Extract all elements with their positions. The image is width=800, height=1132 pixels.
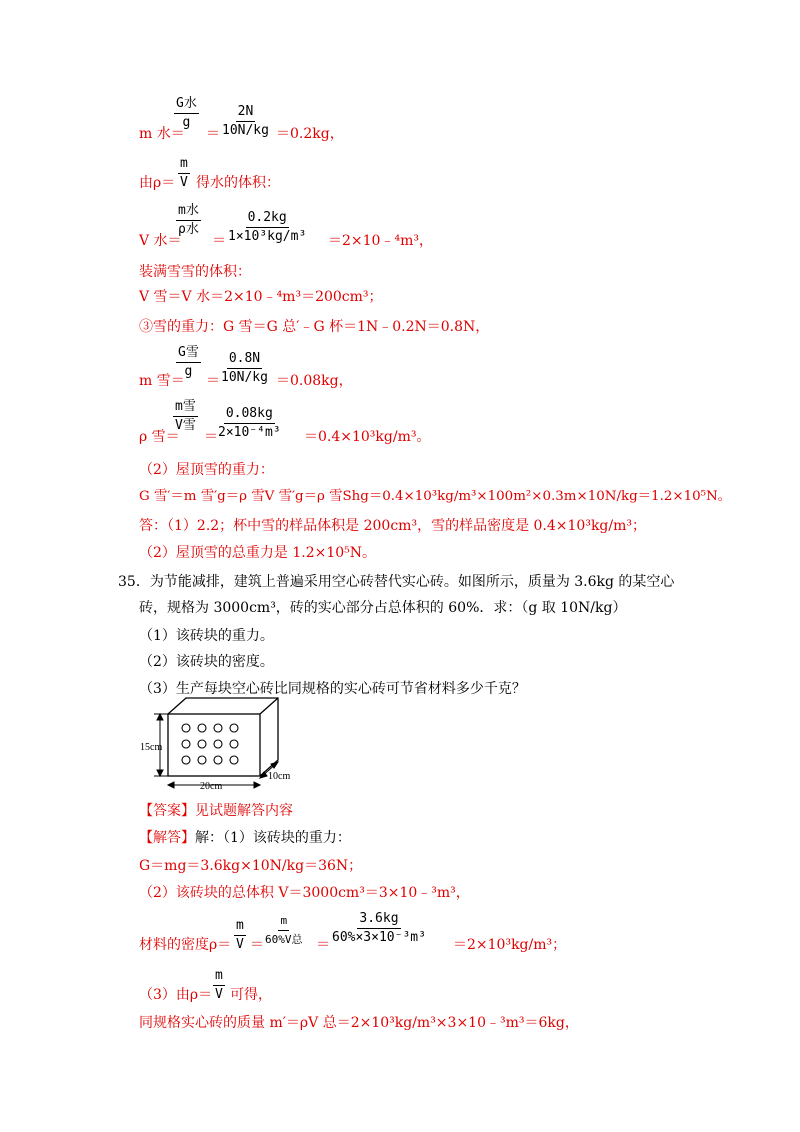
m-snow-lhs: m 雪＝ bbox=[139, 373, 185, 389]
rho-intro-post: 得水的体积： bbox=[196, 175, 280, 191]
m-snow-mid: ＝ bbox=[206, 373, 220, 389]
gravity-equation: G＝mg＝3.6kg×10N/kg＝36N； bbox=[139, 858, 363, 874]
rho-snow-mid: ＝ bbox=[204, 429, 218, 445]
answer-line-1: 答：（1）2.2；杯中雪的样品体积是 200cm³，雪的样品密度是 0.4×10³kg/m³； bbox=[139, 518, 646, 534]
snow-weight-equation: ③雪的重力：G 雪＝G 总′﹣G 杯＝1N﹣0.2N＝0.8N， bbox=[139, 319, 490, 335]
rho-intro-pre: 由ρ＝ bbox=[139, 175, 176, 191]
width-label: 20cm bbox=[200, 781, 223, 790]
fraction-g-water-over-g: G水 g bbox=[176, 96, 197, 130]
density-eq-2: ＝ bbox=[316, 937, 330, 953]
fraction-0.8n-over-10nkg: $\frac{0.8N}{10N/kg}$ bbox=[221, 351, 268, 385]
step3-post: 可得， bbox=[230, 987, 272, 1003]
v-water-rhs: ＝2×10﹣⁴m³， bbox=[328, 233, 433, 249]
height-label: 15cm bbox=[140, 742, 163, 753]
fraction-m-over-60-percent-v: m 60%V总 bbox=[265, 914, 303, 946]
analysis-line bbox=[139, 829, 351, 847]
density-lhs: 材料的密度ρ＝ bbox=[139, 937, 232, 953]
analysis-tag: 【解答】 bbox=[139, 830, 195, 846]
answer-tag: 【答案】见试题解答内容 bbox=[139, 803, 293, 819]
m-snow-rhs: ＝0.08kg， bbox=[276, 373, 353, 389]
v-water-mid: ＝ bbox=[212, 233, 226, 249]
brick-holes bbox=[182, 724, 238, 764]
density-rhs: ＝2×10³kg/m³； bbox=[453, 937, 567, 953]
question-35-line-2: 砖，规格为 3000cm³，砖的实心部分占总体积的 60%．求：（g 取 10N/kg） bbox=[139, 600, 627, 616]
roof-snow-formula: G 雪′＝m 雪′g＝ρ 雪V 雪′g＝ρ 雪Shg＝0.4×10³kg/m³×100m²×0.3m×10N/kg＝1.2×10⁵N。 bbox=[139, 489, 732, 504]
roof-snow-heading: （2）屋顶雪的重力： bbox=[139, 462, 274, 478]
snow-volume-heading: 装满雪雪的体积： bbox=[139, 264, 251, 280]
fraction-g-snow-over-g: G雪 g bbox=[178, 345, 199, 379]
snow-volume-equation: V 雪＝V 水＝2×10﹣⁴m³＝200cm³； bbox=[139, 289, 383, 305]
fraction-m-over-v-step3: $\frac{m}{V}$ bbox=[215, 968, 223, 1002]
total-volume-equation: （2）该砖块的总体积 V＝3000cm³＝3×10﹣³m³， bbox=[139, 885, 470, 901]
fraction-2n-over-10nkg: $\frac{2N}{10N/kg}$ bbox=[222, 104, 269, 138]
depth-label: 10cm bbox=[268, 771, 291, 782]
question-35-sub-2: （2）该砖块的密度。 bbox=[139, 654, 274, 670]
analysis-text: 解：（1）该砖块的重力： bbox=[195, 830, 351, 846]
density-eq-1: ＝ bbox=[250, 937, 264, 953]
question-35-line-1: 35．为节能减排，建筑上普遍采用空心砖替代实心砖。如图所示，质量为 3.6kg 的某空心 bbox=[118, 574, 675, 590]
question-35-sub-3: （3）生产每块空心砖比同规格的实心砖可节省材料多少千克？ bbox=[139, 681, 526, 697]
v-water-lhs: V 水＝ bbox=[139, 233, 182, 249]
hollow-brick-figure bbox=[140, 694, 300, 790]
rho-snow-rhs: ＝0.4×10³kg/m³。 bbox=[304, 429, 431, 445]
fraction-m-over-v-density: $\frac{m}{V}$ bbox=[236, 918, 244, 952]
step3-pre: （3）由ρ＝ bbox=[139, 987, 213, 1003]
fraction-m-over-v: $\frac{m}{V}$ bbox=[180, 156, 188, 190]
m-water-rhs: ＝0.2kg， bbox=[276, 126, 344, 142]
fraction-0.2kg-over-volume: $\frac{0.2kg}{\text{1×10³kg/m³}}$ bbox=[228, 210, 307, 244]
rho-snow-lhs: ρ 雪＝ bbox=[139, 429, 180, 445]
fraction-m-water-over-rho-water: m水 ρ水 bbox=[178, 203, 199, 237]
m-water-lhs: m 水＝ bbox=[139, 126, 185, 142]
same-spec-mass-equation: 同规格实心砖的质量 m′＝ρV 总＝2×10³kg/m³×3×10﹣³m³＝6kg， bbox=[139, 1015, 579, 1031]
question-35-sub-1: （1）该砖块的重力。 bbox=[139, 628, 274, 644]
answer-line-2: （2）屋顶雪的总重力是 1.2×10⁵N。 bbox=[139, 545, 377, 561]
fraction-0.08kg-over-volume: $\frac{0.08kg}{\text{2×10⁻⁴m³}}$ bbox=[218, 406, 281, 440]
m-water-mid: ＝ bbox=[206, 126, 220, 142]
fraction-m-snow-over-v-snow: m雪 V雪 bbox=[175, 399, 196, 433]
fraction-3.6kg-over-volume: $\frac{3.6kg}{\text{60\%×3×10⁻³m³}}$ bbox=[332, 911, 426, 945]
